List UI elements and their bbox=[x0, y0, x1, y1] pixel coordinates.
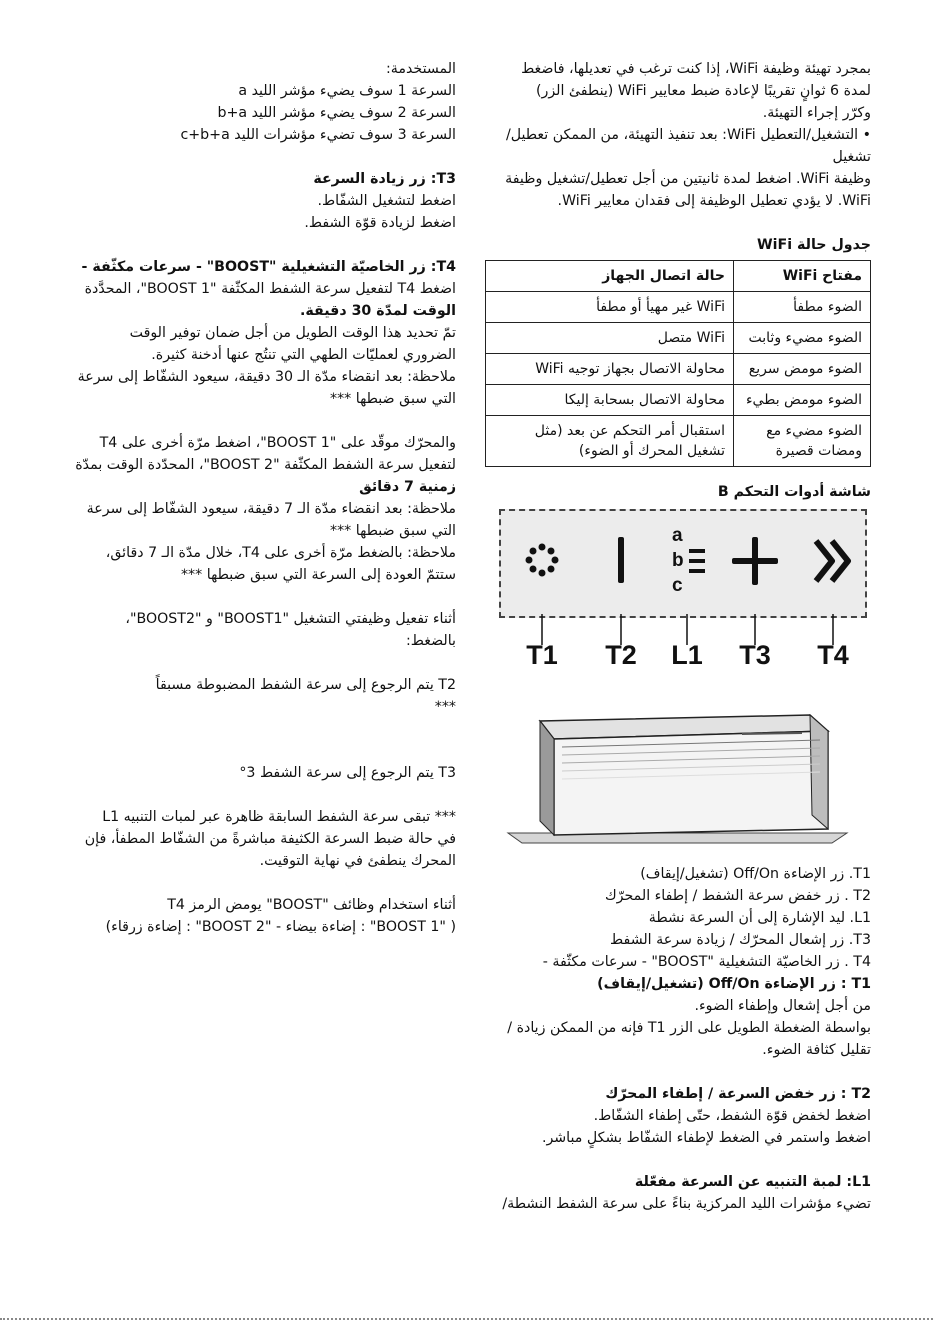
text-line: التي سبق ضبطها *** bbox=[329, 391, 456, 407]
table-cell: محاولة الاتصال بسحابة إليكا bbox=[486, 385, 734, 416]
text-line: تمّ تحديد هذا الوقت الطويل من أجل ضمان توفير الوقت bbox=[129, 325, 456, 341]
note-line: ملاحظة: بعد انقضاء مدّة الـ 30 دقيقة، سيعود الشفّاط إلى سرعة bbox=[77, 369, 456, 385]
text-line: أثناء استخدام وظائف "BOOST" يومض الرمز T4 bbox=[167, 897, 456, 913]
right-column bbox=[483, 58, 871, 1215]
l1-label: L1 bbox=[671, 640, 703, 670]
text-line: اضغط لخفض قوّة الشفط، حتّى إطفاء الشفّاط. bbox=[593, 1108, 871, 1124]
t3-speed-up-control[interactable] bbox=[730, 509, 780, 671]
text-line: اضغط لزيادة قوّة الشفط. bbox=[304, 215, 456, 231]
text-line: اضغط لتشغيل الشفّاط. bbox=[317, 193, 456, 209]
table-cell: استقبال أمر التحكم عن بعد (مثل تشغيل المحرك أو الضوء) bbox=[486, 416, 734, 467]
speed-2-line: السرعة 2 سوف يضيء مؤشر الليد b+a bbox=[217, 105, 456, 121]
wifi-table-title: جدول حالة WiFi bbox=[757, 237, 871, 253]
table-cell: WiFi متصل bbox=[486, 323, 734, 354]
text-line: تقليل كثافة الضوء. bbox=[762, 1042, 871, 1058]
text-line: الضروري لعمليّات الطهي التي تنتُج عنها أدخنة كثيرة. bbox=[151, 347, 456, 363]
table-cell: الضوء مومض بطيء bbox=[734, 385, 871, 416]
t1-heading: T1 : زر الإضاءة Off/On (تشغيل/إيقاف) bbox=[597, 976, 871, 992]
led-letter-b: b bbox=[672, 550, 684, 571]
led-letter-a: a bbox=[672, 525, 683, 546]
text-line: زمنية 7 دقائق bbox=[359, 479, 456, 495]
table-cell: محاولة الاتصال بجهاز توجيه WiFi bbox=[486, 354, 734, 385]
table-cell: الضوء مومض سريع bbox=[734, 354, 871, 385]
speed-3-line: السرعة 3 سوف تضيء مؤشرات الليد c+b+a bbox=[180, 127, 456, 143]
table-row bbox=[486, 292, 871, 323]
text-line: من أجل إشعال وإطفاء الضوء. bbox=[694, 998, 871, 1014]
left-column bbox=[60, 58, 456, 938]
t4-heading: T4: زر الخاصيّة التشغيلية "BOOST" - سرعات مكثّفة - bbox=[81, 259, 456, 275]
table-row bbox=[486, 416, 871, 467]
text-line: لتفعيل سرعة الشفط المكثّفة "BOOST 2"، المحدّدة الوقت بمدّة bbox=[75, 457, 456, 473]
text-line: *** bbox=[434, 699, 456, 715]
text-line: التي سبق ضبطها *** bbox=[329, 523, 456, 539]
text-line: والمحرّك موقّد على "BOOST 1"، اضغط مرّة أخرى على T4 bbox=[99, 435, 456, 451]
t3-label: T3 bbox=[739, 640, 771, 670]
table-row bbox=[486, 323, 871, 354]
plus-icon bbox=[730, 509, 780, 649]
table-header-row bbox=[486, 261, 871, 292]
minus-bar-icon bbox=[596, 509, 646, 649]
page-footer-divider bbox=[0, 1318, 933, 1322]
desc-l1: L1. ليد الإشارة إلى أن السرعة نشطة bbox=[648, 910, 871, 926]
speed-led-icon bbox=[662, 509, 712, 649]
text-line: بمجرد تهيئة وظيفة WiFi، إذا كنت ترغب في تعديلها، فاضغط bbox=[521, 61, 871, 77]
speed-1-line: السرعة 1 سوف يضيء مؤشر الليد a bbox=[238, 83, 456, 99]
text-line: اضغط واستمر في الضغط لإطفاء الشفّاط بشكلٍ مباشر. bbox=[541, 1130, 871, 1146]
t2-label: T2 bbox=[605, 640, 637, 670]
table-cell: الضوء مضيء وثابت bbox=[734, 323, 871, 354]
text-line: في حالة ضبط السرعة الكثيفة مباشرةً من الشفّاط المطفأ، فإن bbox=[84, 831, 456, 847]
text-line: المحرك ينطفئ في نهاية التوقيت. bbox=[259, 853, 456, 869]
text-line: WiFi. لا يؤدي تعطيل الوظيفة إلى فقدان معايير WiFi. bbox=[557, 193, 871, 209]
l1-speed-indicator bbox=[662, 509, 712, 671]
table-row bbox=[486, 385, 871, 416]
text-line: بواسطة الضغطة الطويل على الزر T1 فإنه من الممكن زيادة / bbox=[507, 1020, 871, 1036]
text-line: T2 يتم الرجوع إلى سرعة الشفط المضبوطة مسبقاً bbox=[155, 677, 456, 693]
text-line: المستخدمة: bbox=[386, 61, 456, 77]
t1-light-control[interactable] bbox=[517, 509, 567, 671]
t3-heading: T3: زر زيادة السرعة bbox=[313, 171, 456, 187]
table-cell: الضوء مضيء مع ومضات قصيرة bbox=[734, 416, 871, 467]
t2-speed-down-control[interactable] bbox=[596, 509, 646, 671]
control-panel-title: شاشة أدوات التحكم B bbox=[717, 484, 871, 500]
t1-label: T1 bbox=[526, 640, 558, 670]
control-panel bbox=[499, 509, 869, 671]
double-chevron-icon bbox=[808, 509, 858, 649]
note-line: ملاحظة: بالضغط مرّة أخرى على T4، خلال مدّة الـ 7 دقائق، bbox=[105, 545, 456, 561]
table-cell: الضوء مطفأ bbox=[734, 292, 871, 323]
table-cell: WiFi غير مهيأ أو مطفأ bbox=[486, 292, 734, 323]
text-line: • التشغيل/التعطيل WiFi: بعد تنفيذ التهيئة، من الممكن تعطيل/تشغيل bbox=[505, 127, 871, 165]
led-letter-c: c bbox=[672, 575, 683, 596]
text-line: T3 يتم الرجوع إلى سرعة الشفط 3° bbox=[239, 765, 456, 781]
desc-t1: T1. زر الإضاءة Off/On (تشغيل/إيقاف) bbox=[640, 866, 871, 882]
table-header: مفتاح WiFi bbox=[734, 261, 871, 292]
text-line: اضغط T4 لتفعيل سرعة الشفط المكثّفة "BOOST 1"، المحدَّدة bbox=[84, 281, 456, 297]
text-line: تضيء مؤشرات الليد المركزية بناءً على سرعة الشفط النشطة/ bbox=[502, 1196, 871, 1212]
wifi-status-table bbox=[485, 260, 871, 467]
table-row bbox=[486, 354, 871, 385]
desc-t4: T4 . زر الخاصيّة التشغيلية "BOOST" - سرعات مكثّفة - bbox=[542, 954, 871, 970]
l1-heading: L1: لمبة التنبيه عن السرعة مفعّلة bbox=[634, 1174, 871, 1190]
light-icon bbox=[517, 509, 567, 649]
text-line: وكرّر إجراء التهيئة. bbox=[762, 105, 871, 121]
desc-t2: T2 . زر خفض سرعة الشفط / إطفاء المحرّك bbox=[604, 888, 871, 904]
note-line: ملاحظة: بعد انقضاء مدّة الـ 7 دقيقة، سيعود الشفّاط إلى سرعة bbox=[86, 501, 456, 517]
text-line: بالضغط: bbox=[406, 633, 456, 649]
downdraft-hood-illustration bbox=[502, 711, 852, 851]
text-line: لمدة 6 ثوانٍ تقريبًا لإعادة ضبط معايير WiFi (ينطفئ الزر) bbox=[535, 83, 871, 99]
t2-heading: T2 : زر خفض السرعة / إطفاء المحرّك bbox=[605, 1086, 871, 1102]
table-header: حالة اتصال الجهاز bbox=[486, 261, 734, 292]
text-line: الوقت لمدّة 30 دقيقة. bbox=[300, 303, 456, 319]
text-line: *** تبقى سرعة الشفط السابقة ظاهرة عبر لمبات التنبيه L1 bbox=[102, 809, 456, 825]
desc-t3: T3. زر إشعال المحرّك / زيادة سرعة الشفط bbox=[610, 932, 871, 948]
text-line: أثناء تفعيل وظيفتي التشغيل "BOOST1" و "BOOST2"، bbox=[125, 611, 456, 627]
text-line: ( "BOOST 1" : إضاءة بيضاء - "BOOST 2" : إضاءة زرقاء) bbox=[105, 919, 456, 935]
t4-boost-control[interactable] bbox=[808, 509, 858, 671]
text-line: وظيفة WiFi. اضغط لمدة ثانيتين من أجل تعطيل/تشغيل وظيفة bbox=[505, 171, 871, 187]
t4-label: T4 bbox=[817, 640, 849, 670]
text-line: ستتمّ العودة إلى السرعة التي سبق ضبطها *** bbox=[180, 567, 456, 583]
